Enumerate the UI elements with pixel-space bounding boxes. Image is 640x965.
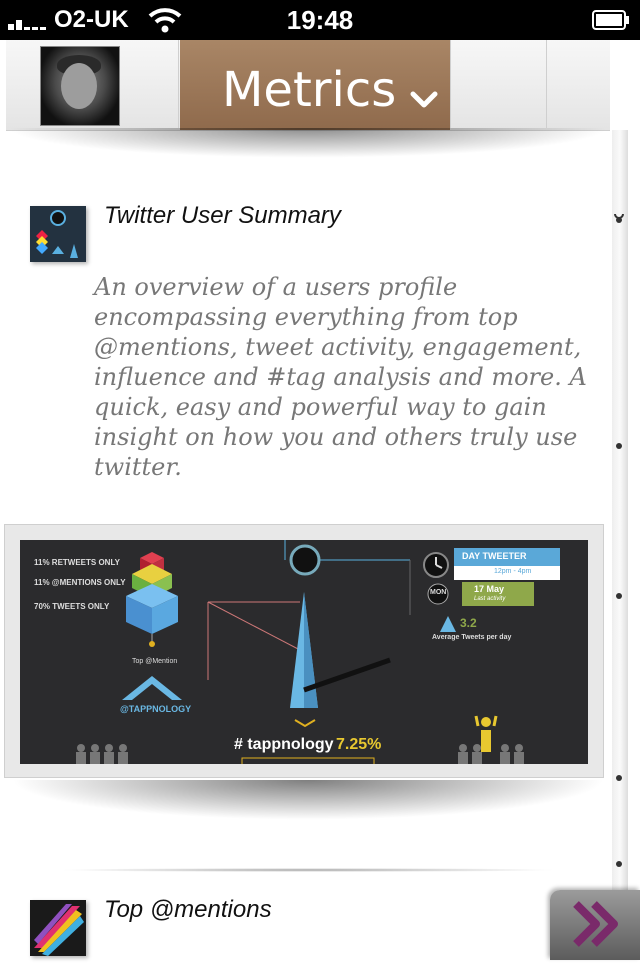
retweets-stat: 11% RETWEETS ONLY: [34, 558, 120, 567]
rail-ring-icon: [614, 772, 624, 784]
day-label: MON: [430, 589, 447, 596]
double-chevron-right-icon: [550, 890, 640, 960]
top-mention-label: Top @Mention: [132, 658, 178, 665]
preview-shadow: [10, 780, 606, 820]
top-mentions-icon: [30, 900, 86, 956]
last-activity-badge: 17 May Last activity: [462, 582, 534, 606]
top-mention-handle: @TAPPNOLOGY: [120, 704, 192, 714]
rail-ring-icon: [614, 858, 624, 870]
chevron-down-icon: [410, 90, 438, 110]
day-tweeter-hours: 12pm - 4pm: [454, 566, 560, 580]
carrier-name: O2-UK: [54, 6, 129, 33]
rail-ring-icon: [614, 590, 624, 602]
day-tweeter-badge: DAY TWEETER: [454, 548, 560, 566]
twitter-summary-icon: [30, 206, 86, 262]
avg-tweets-label: Average Tweets per day: [432, 634, 512, 641]
top-toolbar: [6, 40, 610, 131]
mentions-stat: 11% @MENTIONS ONLY: [34, 578, 126, 587]
user-avatar[interactable]: [40, 46, 120, 126]
rail-ring-icon: [614, 212, 624, 224]
metrics-title: Metrics: [222, 62, 397, 118]
avg-tweets-value: 3.2: [460, 616, 477, 630]
next-button[interactable]: [550, 890, 640, 960]
section-title[interactable]: Top @mentions: [104, 896, 272, 923]
hashtag-percent: 7.25%: [336, 736, 382, 753]
section-title[interactable]: Twitter User Summary: [104, 202, 341, 229]
toolbar-shadow: [6, 128, 610, 158]
scroll-rail: [612, 130, 628, 960]
infographic-preview[interactable]: [20, 540, 588, 764]
metrics-dropdown[interactable]: [180, 40, 450, 130]
rail-ring-icon: [614, 440, 624, 452]
hashtag-label: # tappnology: [234, 736, 334, 753]
section-description: An overview of a users profile encompassing everything from top @mentions, tweet activity, engagement, influence and #tag analysis and more. A quick, easy and powerful way to gain insight on how you and others truly use twitter.: [94, 273, 587, 481]
section-divider: [58, 868, 558, 872]
battery-icon: [592, 9, 630, 31]
status-bar: [0, 0, 640, 40]
clock: 19:48: [286, 5, 354, 35]
tweets-stat: 70% TWEETS ONLY: [34, 602, 110, 611]
